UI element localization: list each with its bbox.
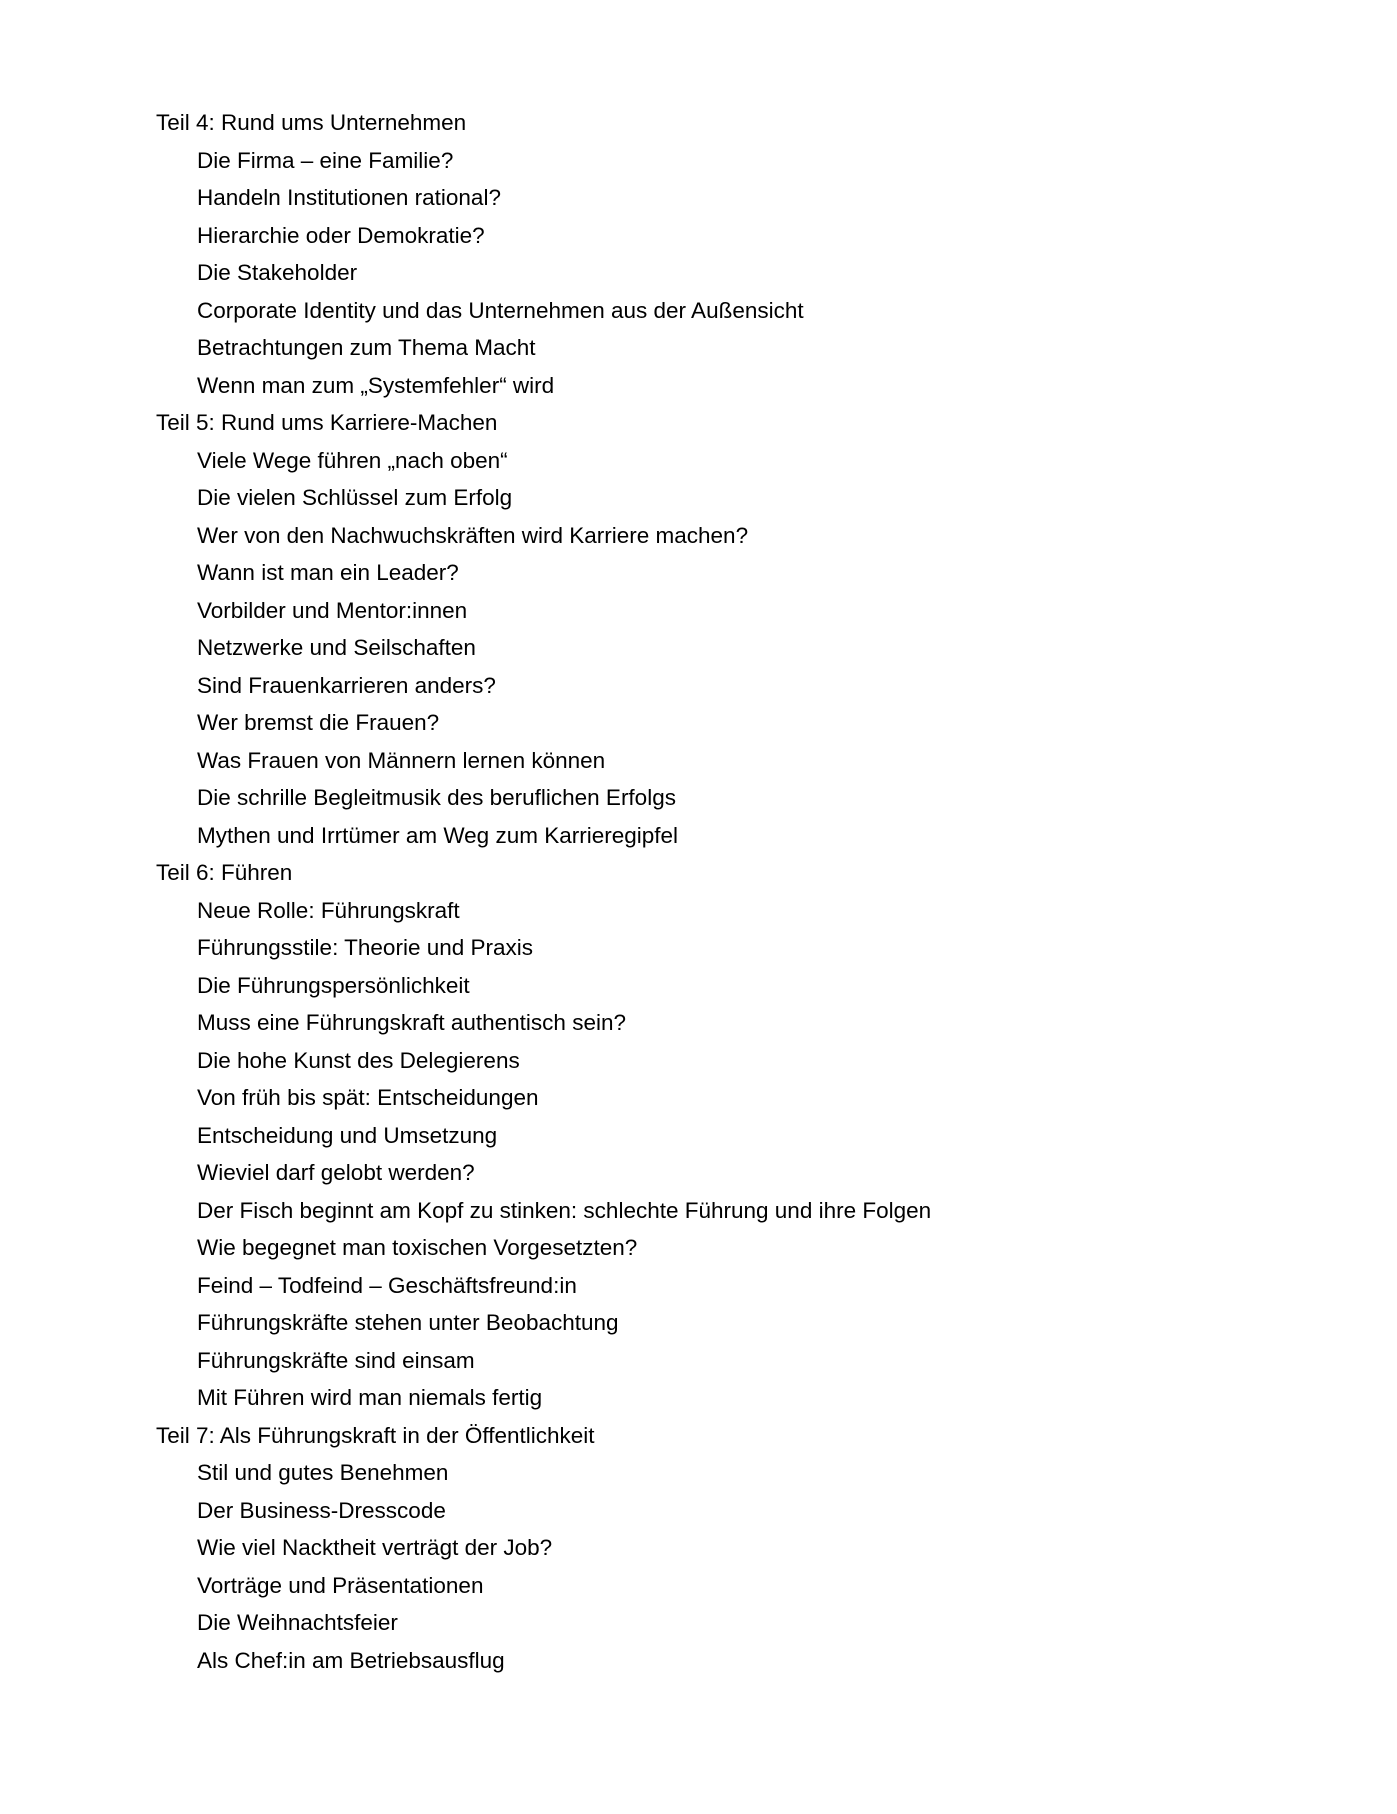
chapter-entry: Vorträge und Präsentationen <box>197 1572 484 1598</box>
chapter-entry: Die Firma – eine Familie? <box>197 147 454 173</box>
chapter-entry: Wie begegnet man toxischen Vorgesetzten? <box>197 1235 638 1260</box>
chapter-entry: Hierarchie oder Demokratie? <box>197 222 485 248</box>
chapter-entry: Wieviel darf gelobt werden? <box>197 1160 475 1185</box>
chapter-entry: Netzwerke und Seilschaften <box>197 635 476 660</box>
chapter-entry: Die vielen Schlüssel zum Erfolg <box>197 485 513 510</box>
chapter-entry: Was Frauen von Männern lernen können <box>197 747 606 773</box>
chapter-entry: Wer von den Nachwuchskräften wird Karriere machen? <box>197 522 749 548</box>
part-title: Teil 4: Rund ums Unternehmen <box>156 110 467 135</box>
part-title: Teil 6: Führen <box>156 860 293 885</box>
chapter-entry: Der Business-Dresscode <box>197 1497 446 1523</box>
chapter-entry: Die Führungspersönlichkeit <box>197 972 470 998</box>
chapter-entry: Die Stakeholder <box>197 260 358 285</box>
part-title: Teil 7: Als Führungskraft in der Öffentlichkeit <box>156 1422 595 1448</box>
toc-part-4 <box>156 104 931 404</box>
chapter-entry: Neue Rolle: Führungskraft <box>197 897 460 923</box>
chapter-list <box>156 442 931 855</box>
chapter-entry: Die schrille Begleitmusik des beruflichen Erfolgs <box>197 785 676 810</box>
chapter-entry: Sind Frauenkarrieren anders? <box>197 672 496 698</box>
toc-part-6 <box>156 854 931 1417</box>
table-of-contents <box>156 104 931 1679</box>
chapter-entry: Führungskräfte stehen unter Beobachtung <box>197 1310 619 1335</box>
chapter-entry: Von früh bis spät: Entscheidungen <box>197 1085 539 1110</box>
chapter-entry: Der Fisch beginnt am Kopf zu stinken: schlechte Führung und ihre Folgen <box>197 1197 932 1223</box>
chapter-entry: Feind – Todfeind – Geschäftsfreund:in <box>197 1272 577 1298</box>
chapter-entry: Wie viel Nacktheit verträgt der Job? <box>197 1535 553 1560</box>
part-title: Teil 5: Rund ums Karriere-Machen <box>156 410 498 435</box>
chapter-entry: Wann ist man ein Leader? <box>197 560 459 585</box>
toc-part-7 <box>156 1417 931 1680</box>
chapter-list <box>156 1454 931 1679</box>
chapter-entry: Die Weihnachtsfeier <box>197 1610 398 1635</box>
chapter-entry: Wer bremst die Frauen? <box>197 710 440 735</box>
chapter-list <box>156 892 931 1417</box>
chapter-entry: Als Chef:in am Betriebsausflug <box>197 1647 505 1673</box>
chapter-entry: Handeln Institutionen rational? <box>197 185 501 210</box>
chapter-entry: Führungsstile: Theorie und Praxis <box>197 935 534 960</box>
chapter-entry: Führungskräfte sind einsam <box>197 1347 475 1373</box>
chapter-entry: Corporate Identity und das Unternehmen aus der Außensicht <box>197 297 804 323</box>
chapter-entry: Viele Wege führen „nach oben“ <box>197 447 508 473</box>
toc-part-5 <box>156 404 931 854</box>
chapter-entry: Stil und gutes Benehmen <box>197 1460 449 1485</box>
chapter-entry: Mit Führen wird man niemals fertig <box>197 1385 543 1410</box>
chapter-entry: Betrachtungen zum Thema Macht <box>197 335 536 360</box>
chapter-entry: Wenn man zum „Systemfehler“ wird <box>197 372 555 398</box>
chapter-entry: Mythen und Irrtümer am Weg zum Karrieregipfel <box>197 822 679 848</box>
chapter-entry: Die hohe Kunst des Delegierens <box>197 1047 520 1073</box>
chapter-entry: Entscheidung und Umsetzung <box>197 1122 498 1148</box>
chapter-list <box>156 142 931 405</box>
chapter-entry: Vorbilder und Mentor:innen <box>197 597 468 623</box>
chapter-entry: Muss eine Führungskraft authentisch sein? <box>197 1010 626 1035</box>
